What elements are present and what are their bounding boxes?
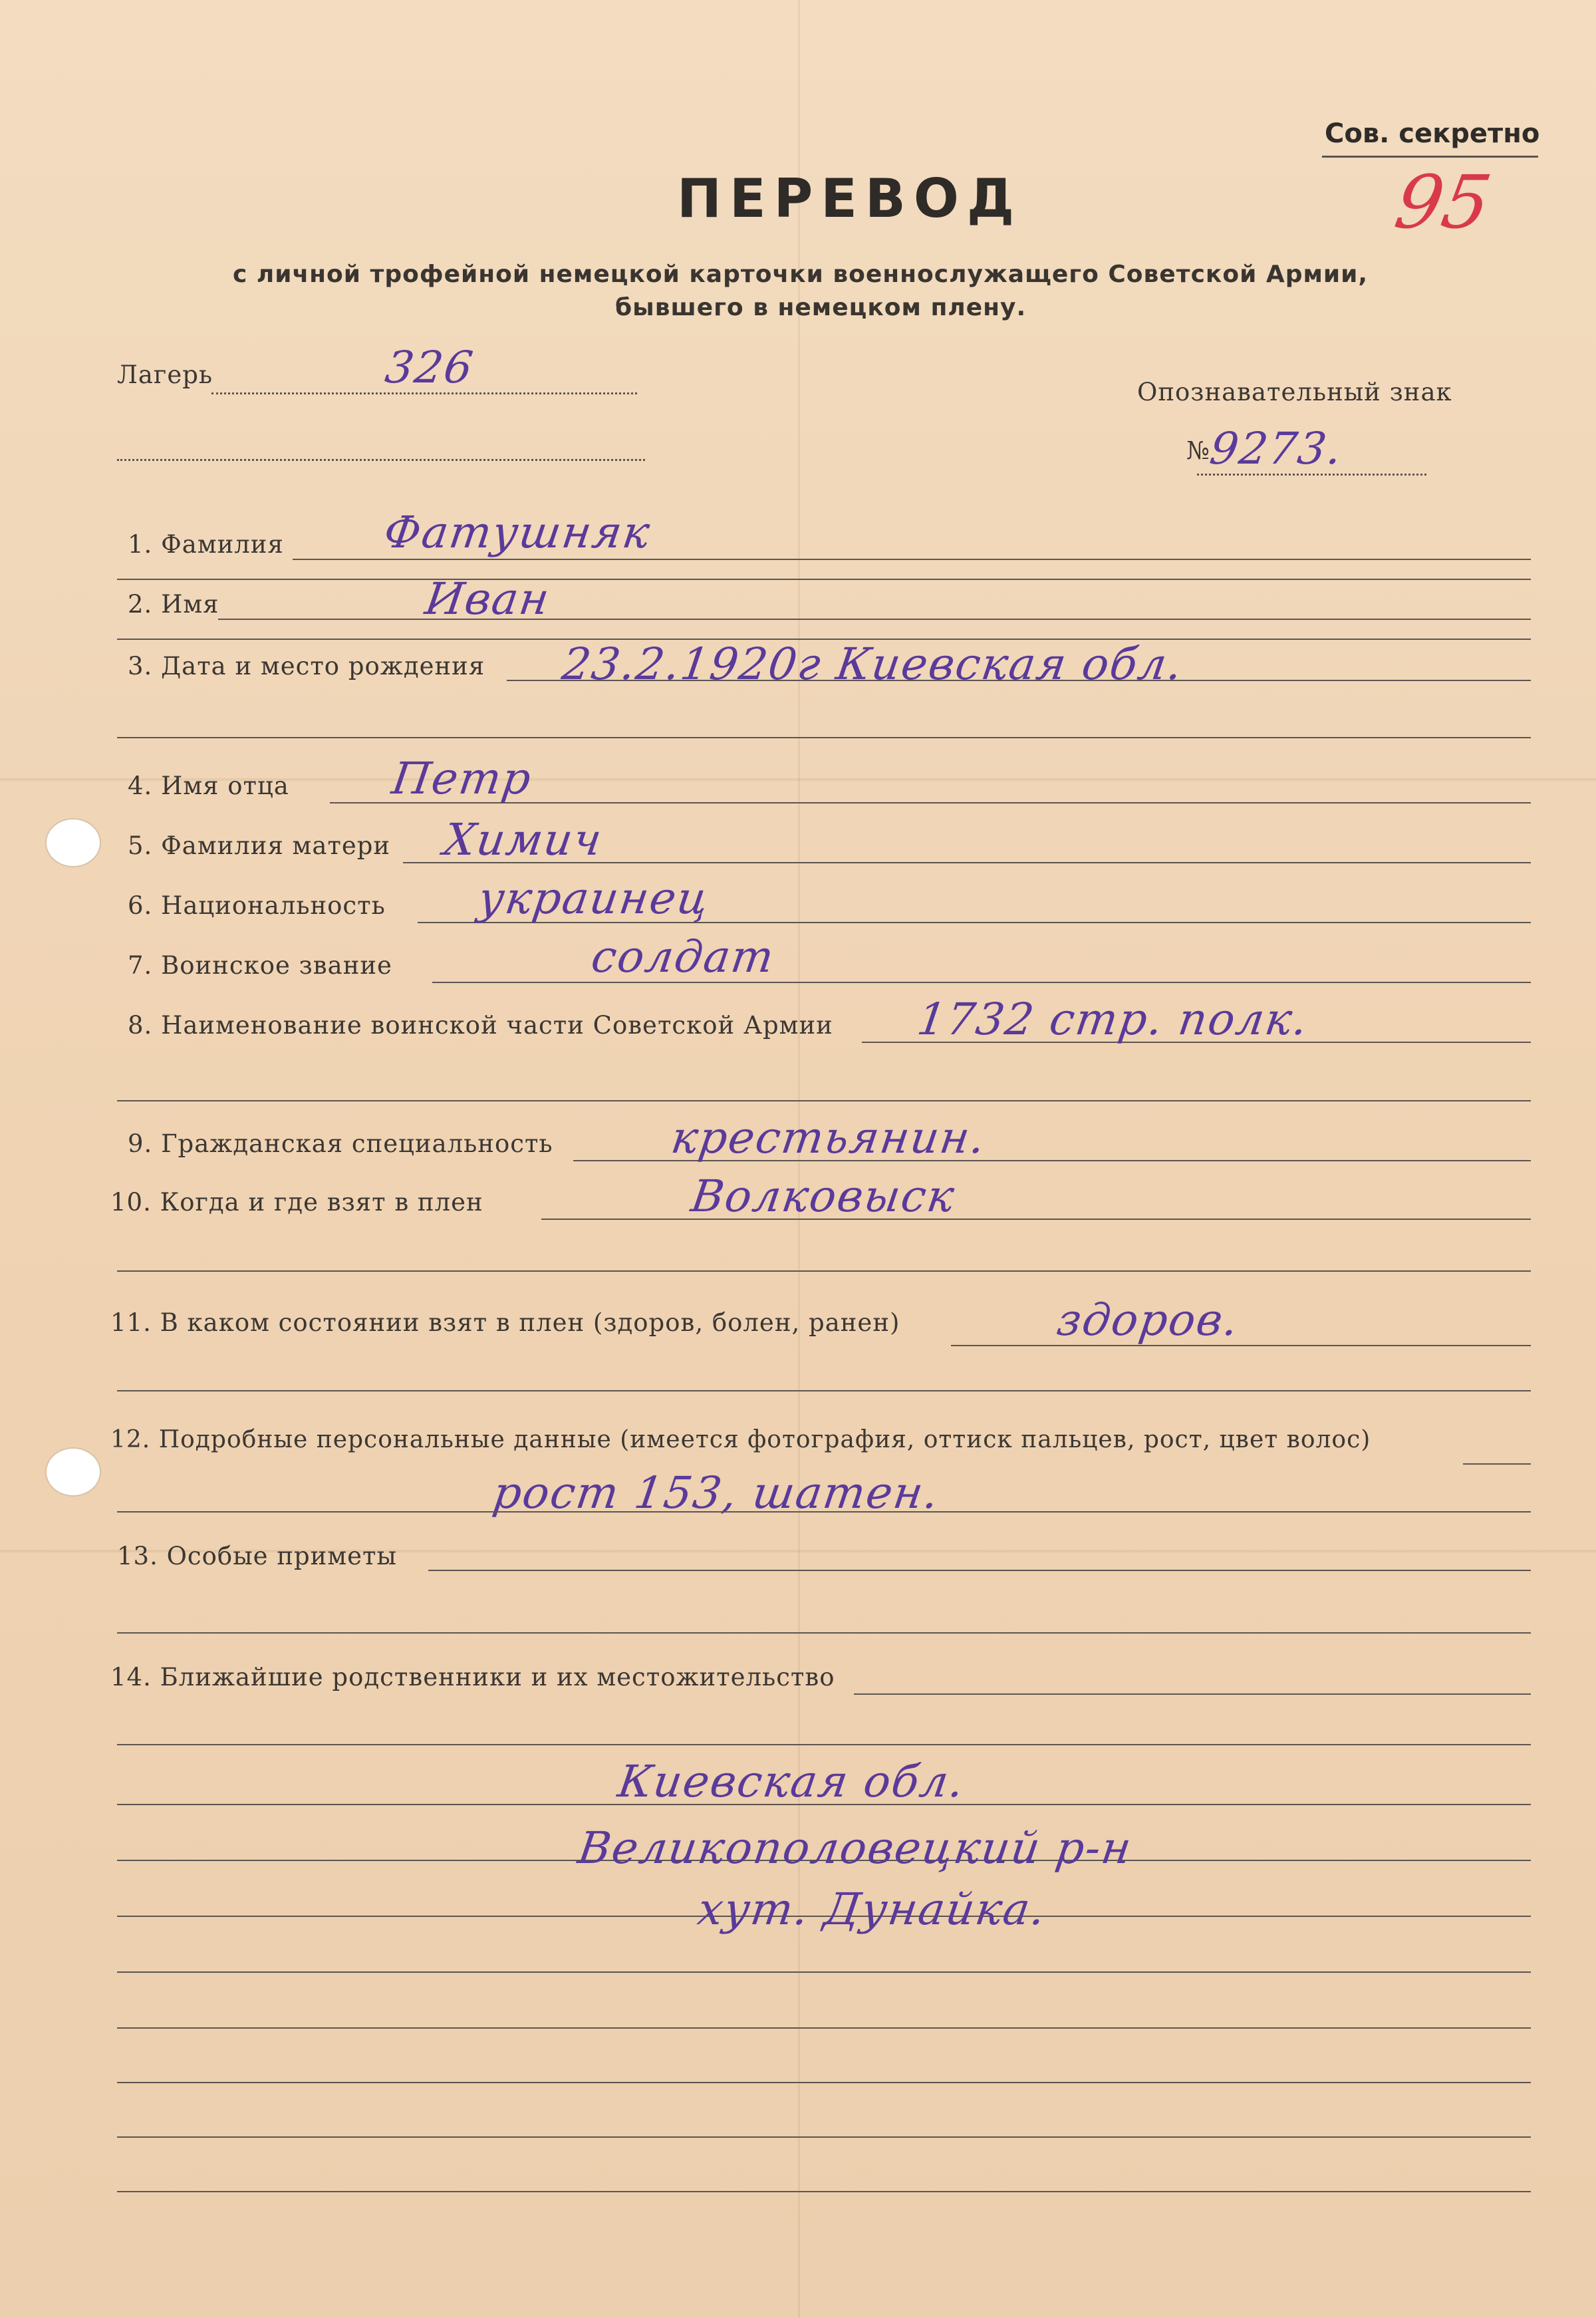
id-mark-line (1197, 474, 1426, 476)
relatives-line-1: Киевская обл. (614, 1756, 968, 1807)
classification-underline (1322, 156, 1538, 158)
field-6-value: украинец (475, 873, 713, 924)
camp-value: 326 (382, 342, 477, 393)
punch-hole (45, 818, 101, 867)
field-11-label: 11. В каком состоянии взят в плен (здоров, болен, ранен) (110, 1308, 900, 1337)
id-mark-value: 9273. (1206, 423, 1347, 474)
field-8-label: 8. Наименование воинской части Советской Армии (128, 1011, 833, 1040)
relatives-line (117, 1744, 1531, 1745)
page-title: ПЕРЕВОД (677, 168, 1023, 229)
field-5-value: Химич (440, 814, 606, 865)
field-12-label: 12. Подробные персональные данные (имеется фотография, оттиск пальцев, рост, цвет волос) (110, 1426, 1371, 1453)
field-11-value: здоров. (1053, 1294, 1243, 1346)
camp-label: Лагерь (117, 361, 213, 389)
field-8-value: 1732 стр. полк. (914, 994, 1312, 1045)
field-5-label: 5. Фамилия матери (128, 831, 391, 860)
field-3-value: 23.2.1920г Киевская обл. (559, 639, 1187, 690)
field-13-label: 13. Особые приметы (117, 1542, 397, 1570)
field-13-extra-line (117, 1632, 1531, 1634)
field-7-label: 7. Воинское звание (128, 951, 392, 980)
field-14-label: 14. Ближайшие родственники и их местожительство (110, 1663, 835, 1691)
field-3-label: 3. Дата и место рождения (128, 652, 485, 680)
relatives-line (117, 1971, 1531, 1973)
subtitle-line-1: с личной трофейной немецкой карточки военнослужащего Советской Армии, (233, 261, 1369, 288)
punch-hole (45, 1447, 101, 1497)
relatives-line (117, 2136, 1531, 2138)
field-4-label: 4. Имя отца (128, 772, 289, 800)
id-mark-label: Опознавательный знак (1137, 378, 1452, 406)
field-14-line (854, 1693, 1531, 1695)
field-10-value: Волковыск (688, 1171, 959, 1222)
field-4-value: Петр (388, 753, 535, 804)
field-13-line (428, 1570, 1531, 1571)
field-9-value: крестьянин. (668, 1112, 990, 1163)
relatives-line (117, 2191, 1531, 2192)
field-9-label: 9. Гражданская специальность (128, 1129, 553, 1158)
field-11-extra-line (117, 1390, 1531, 1391)
relatives-line (117, 2082, 1531, 2083)
field-2-label: 2. Имя (128, 590, 219, 619)
camp-extra-line (117, 459, 645, 461)
field-2-value: Иван (422, 573, 554, 625)
field-2-line (218, 619, 1531, 620)
field-1-line (293, 559, 1531, 560)
field-6-label: 6. Национальность (128, 891, 386, 920)
relatives-line-2: Великополовецкий р-н (575, 1822, 1136, 1874)
field-8-extra-line (117, 1100, 1531, 1101)
field-1-label: 1. Фамилия (128, 530, 284, 559)
field-12-line (117, 1511, 1531, 1513)
field-1-value: Фатушняк (380, 507, 654, 558)
field-12-value: рост 153, шатен. (489, 1467, 943, 1519)
field-7-value: солдат (588, 931, 778, 982)
field-12-tail-line (1463, 1463, 1531, 1465)
field-10-extra-line (117, 1270, 1531, 1272)
classification-stamp: Сов. секретно (1325, 118, 1540, 149)
field-1-extra-line (117, 579, 1531, 580)
relatives-line (117, 2027, 1531, 2029)
relatives-line-3: хут. Дунайка. (694, 1884, 1050, 1935)
field-10-label: 10. Когда и где взят в плен (110, 1188, 483, 1217)
field-11-line (951, 1345, 1531, 1346)
field-3-extra-line (117, 737, 1531, 738)
archive-number: 95 (1389, 160, 1498, 245)
id-mark-prefix: № (1186, 436, 1211, 465)
subtitle-line-2: бывшего в немецком плену. (615, 294, 1027, 321)
